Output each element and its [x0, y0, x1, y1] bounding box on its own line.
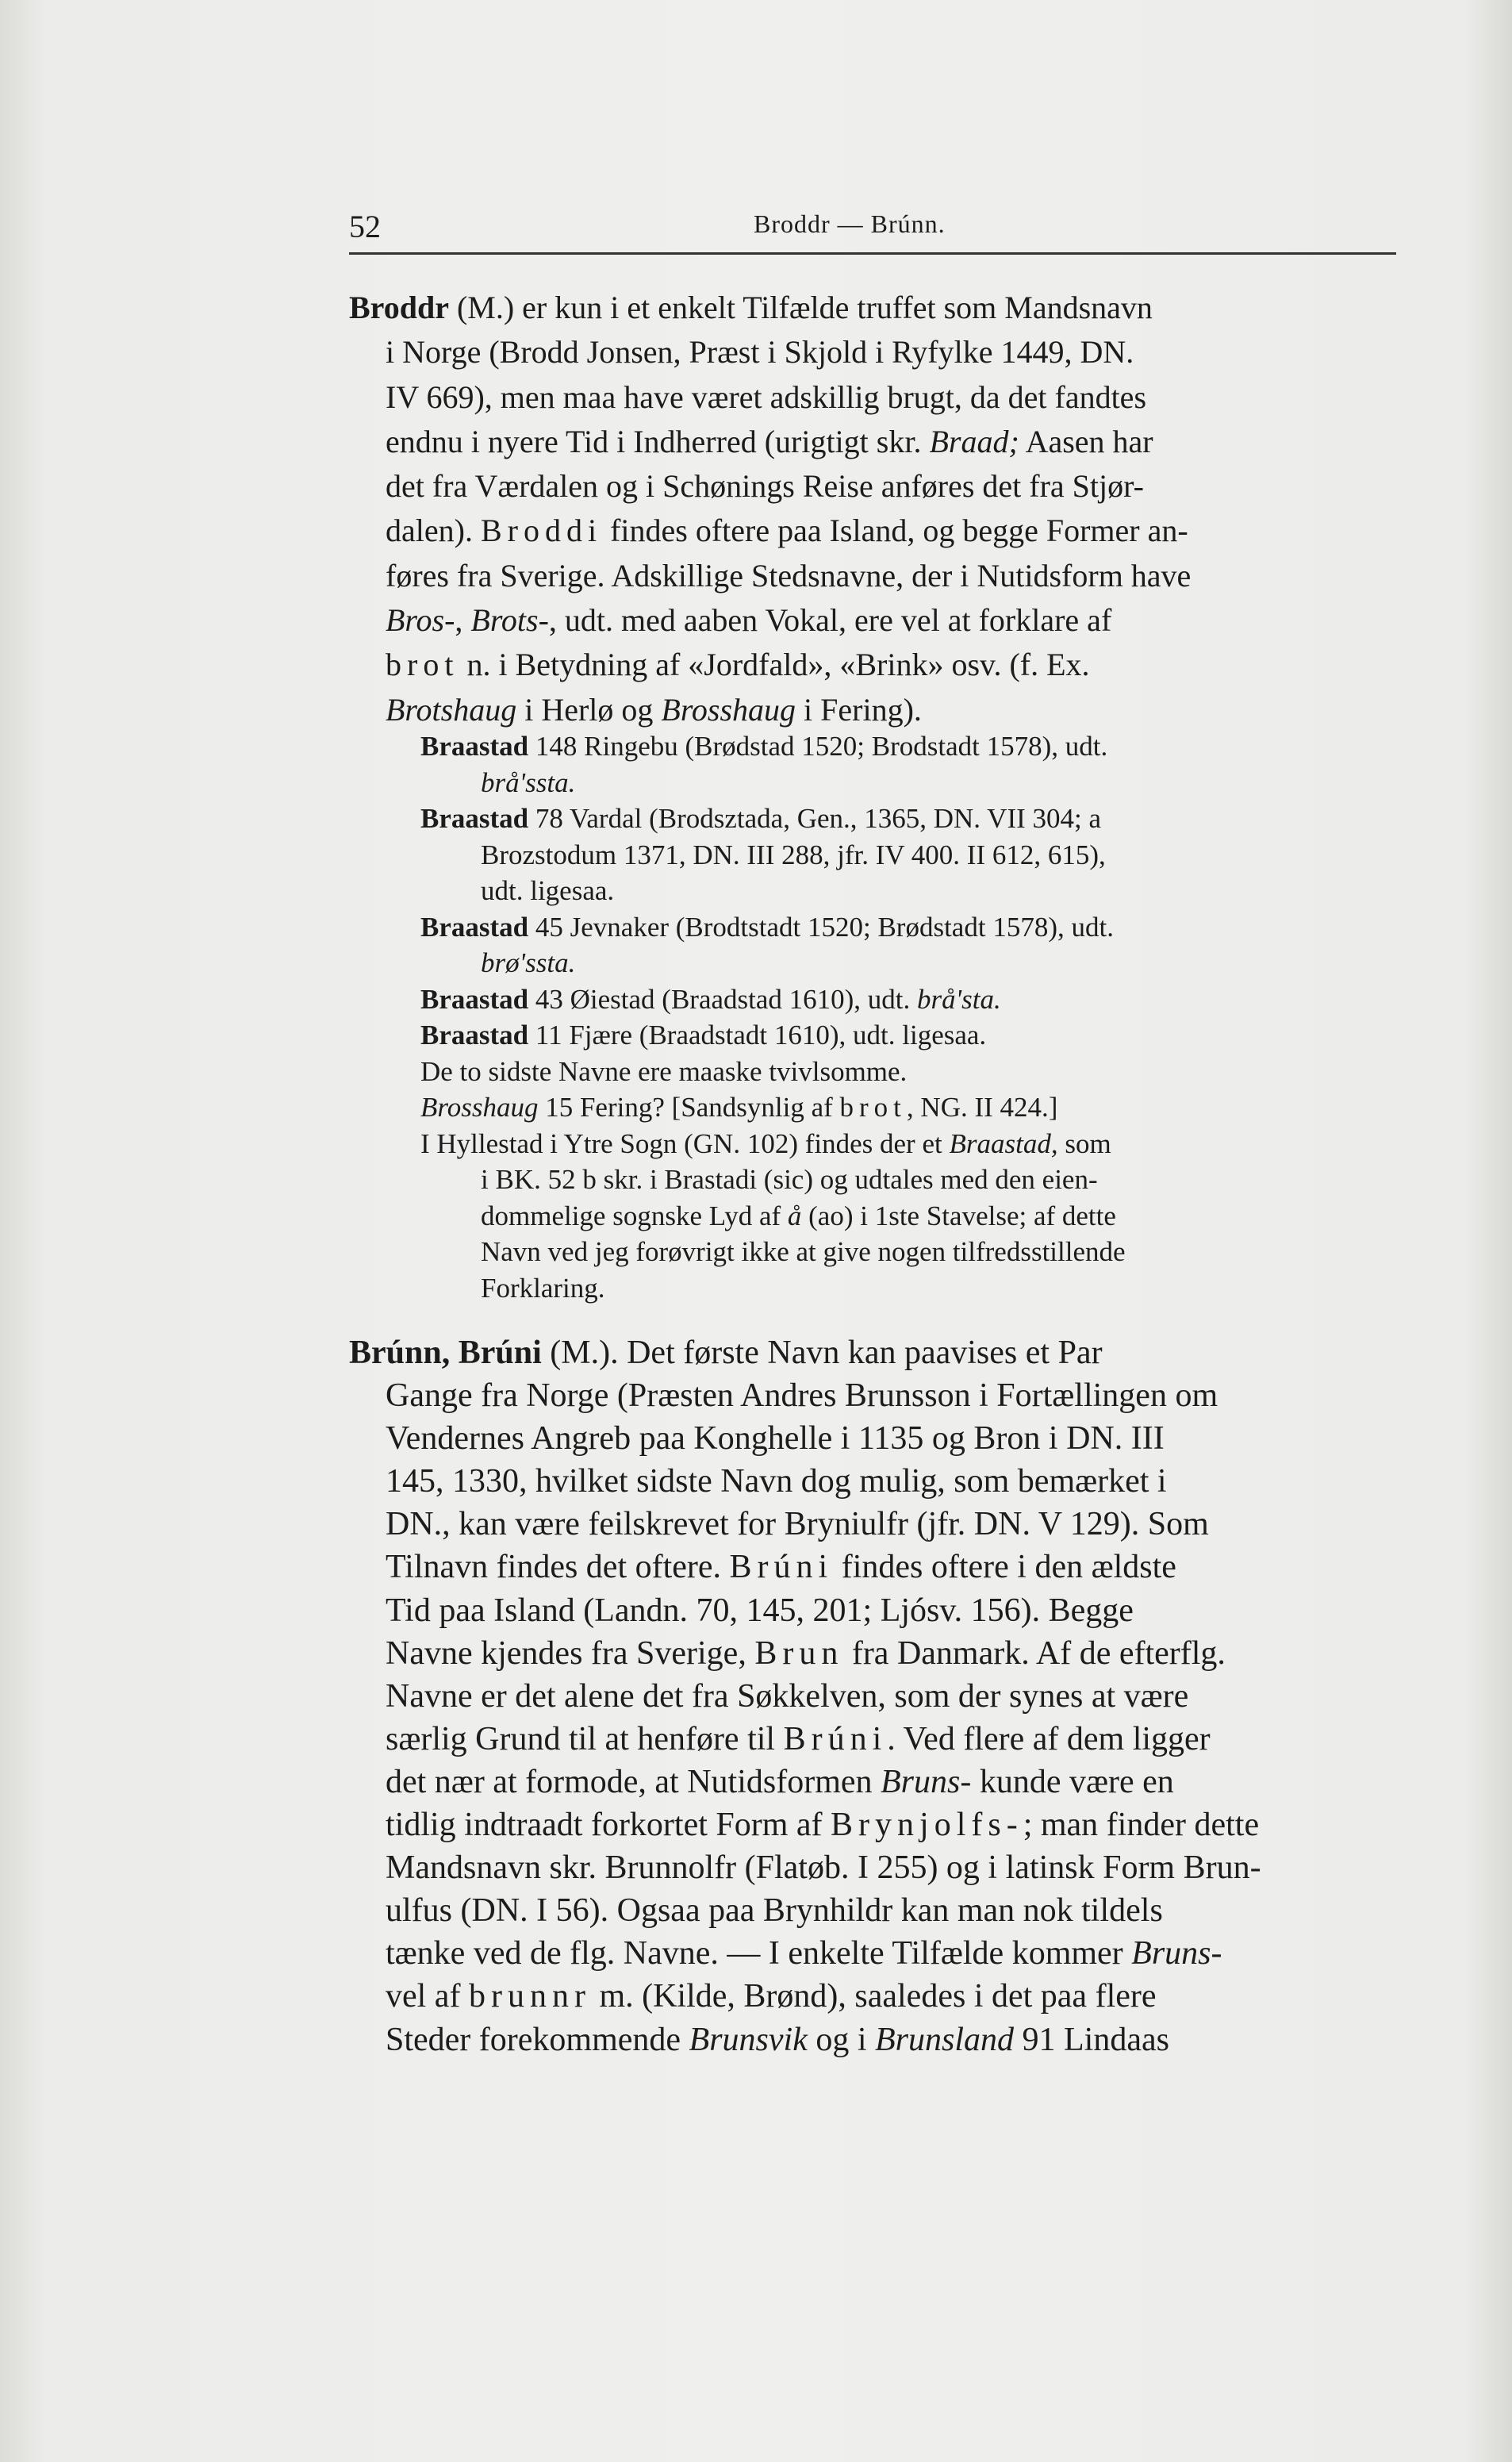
subentry-line: Forklaring.	[481, 1272, 605, 1304]
text-line: Broddr (M.) er kun i et enkelt Tilfælde truffet som Mandsnavn	[349, 290, 1153, 325]
text-line: ulfus (DN. I 56). Ogsaa paa Brynhildr kan man nok tildels	[386, 1892, 1163, 1930]
text-line: Navne er det alene det fra Søkkelven, som der synes at være	[386, 1677, 1189, 1715]
text-line: særlig Grund til at henføre til Brúni. Ved flere af dem ligger	[386, 1720, 1211, 1757]
subentry-line: dommelige sognske Lyd af å (ao) i 1ste Stavelse; af dette	[481, 1200, 1116, 1231]
text-line: Brúnn, Brúni (M.). Det første Navn kan paavises et Par	[349, 1335, 1103, 1371]
text-line: endnu i nyere Tid i Indherred (urigtigt skr. Braad; Aasen har	[386, 423, 1153, 459]
running-title: Broddr — Brúnn.	[754, 209, 946, 238]
text-line: brot n. i Betydning af «Jordfald», «Brink» osv. (f. Ex.	[386, 647, 1090, 683]
text-line: 145, 1330, hvilket sidste Navn dog mulig, som bemærket i	[386, 1463, 1167, 1500]
subentries-braastad	[420, 728, 1396, 1306]
text-line: Tilnavn findes det oftere. Brúni findes oftere i den ældste	[386, 1549, 1176, 1586]
subentry-line: i BK. 52 b skr. i Brastadi (sic) og udtales med den eien-	[481, 1164, 1098, 1195]
subentry-line: brø'ssta.	[481, 947, 576, 978]
text-line: tænke ved de flg. Navne. — I enkelte Tilfælde kommer Bruns-	[386, 1935, 1222, 1972]
subentry-line: Navn ved jeg forøvrigt ikke at give nogen tilfredsstillende	[481, 1236, 1126, 1267]
text-line: Brotshaug i Herlø og Brosshaug i Fering).	[386, 691, 922, 728]
subentry-line: Braastad 78 Vardal (Brodsztada, Gen., 1365, DN. VII 304; a	[420, 803, 1102, 834]
subentry-line: Braastad 45 Jevnaker (Brodtstadt 1520; Brødstadt 1578), udt.	[420, 911, 1114, 943]
text-line: Steder forekommende Brunsvik og i Brunsland 91 Lindaas	[386, 2021, 1169, 2058]
subentry-line: brå'ssta.	[481, 766, 576, 798]
headword: Broddr	[349, 290, 449, 325]
place-name: Braastad	[420, 803, 529, 834]
text-line: Tid paa Island (Landn. 70, 145, 201; Ljósv. 156). Begge	[386, 1592, 1134, 1629]
subentry-line: Braastad 43 Øiestad (Braadstad 1610), udt. brå'sta.	[420, 983, 1001, 1015]
text-line: dalen). Broddi findes oftere paa Island, og begge Former an-	[386, 513, 1188, 549]
text-line: føres fra Sverige. Adskillige Stedsnavne, der i Nutidsform have	[386, 557, 1192, 593]
subentry-line: udt. ligesaa.	[481, 875, 615, 906]
place-name: Braastad	[420, 911, 529, 943]
text-line: Bros-, Brots-, udt. med aaben Vokal, ere vel at forklare af	[386, 602, 1112, 639]
subentry-line: De to sidste Navne ere maaske tvivlsomme.	[420, 1055, 908, 1087]
text-line: DN., kan være feilskrevet for Bryniulfr (jfr. DN. V 129). Som	[386, 1506, 1209, 1543]
place-name: Braastad	[420, 1020, 529, 1050]
text-line: vel af brunnr m. (Kilde, Brønd), saaledes i det paa flere	[386, 1978, 1157, 2015]
entry-brunn	[349, 1331, 1404, 2061]
page-header	[349, 208, 1396, 255]
subentry-line: Braastad 148 Ringebu (Brødstad 1520; Brodstadt 1578), udt.	[420, 731, 1108, 762]
place-name: Braastad	[420, 983, 529, 1015]
text-line: tidlig indtraadt forkortet Form af Brynjolfs-; man finder dette	[386, 1807, 1260, 1844]
subentry-line: I Hyllestad i Ytre Sogn (GN. 102) findes der et Braastad, som	[420, 1127, 1111, 1159]
subentry-line: Brozstodum 1371, DN. III 288, jfr. IV 400. II 612, 615),	[481, 839, 1106, 870]
text-line: det nær at formode, at Nutidsformen Bruns- kunde være en	[386, 1763, 1174, 1800]
text-line: Vendernes Angreb paa Konghelle i 1135 og Bron i DN. III	[386, 1420, 1165, 1458]
place-name: Braastad	[420, 731, 529, 762]
text-line: Gange fra Norge (Præsten Andres Brunsson i Fortællingen om	[386, 1377, 1218, 1415]
text-line: IV 669), men maa have været adskillig brugt, da det fandtes	[386, 378, 1147, 415]
text-line: Navne kjendes fra Sverige, Brun fra Danmark. Af de efterflg.	[386, 1634, 1226, 1672]
header-rule	[349, 252, 1396, 255]
text-line: det fra Værdalen og i Schønings Reise anføres det fra Stjør-	[386, 468, 1144, 505]
entry-broddr	[349, 286, 1396, 732]
page-number: 52	[349, 209, 381, 244]
headword: Brúnn, Brúni	[349, 1335, 542, 1371]
subentry-line: Brosshaug 15 Fering? [Sandsynlig af brot, NG. II 424.]	[420, 1092, 1058, 1123]
text-line: i Norge (Brodd Jonsen, Præst i Skjold i Ryfylke 1449, DN.	[386, 334, 1134, 371]
text-line: Mandsnavn skr. Brunnolfr (Flatøb. I 255) og i latinsk Form Brun-	[386, 1849, 1261, 1887]
subentry-line: Braastad 11 Fjære (Braadstadt 1610), udt. ligesaa.	[420, 1020, 987, 1050]
